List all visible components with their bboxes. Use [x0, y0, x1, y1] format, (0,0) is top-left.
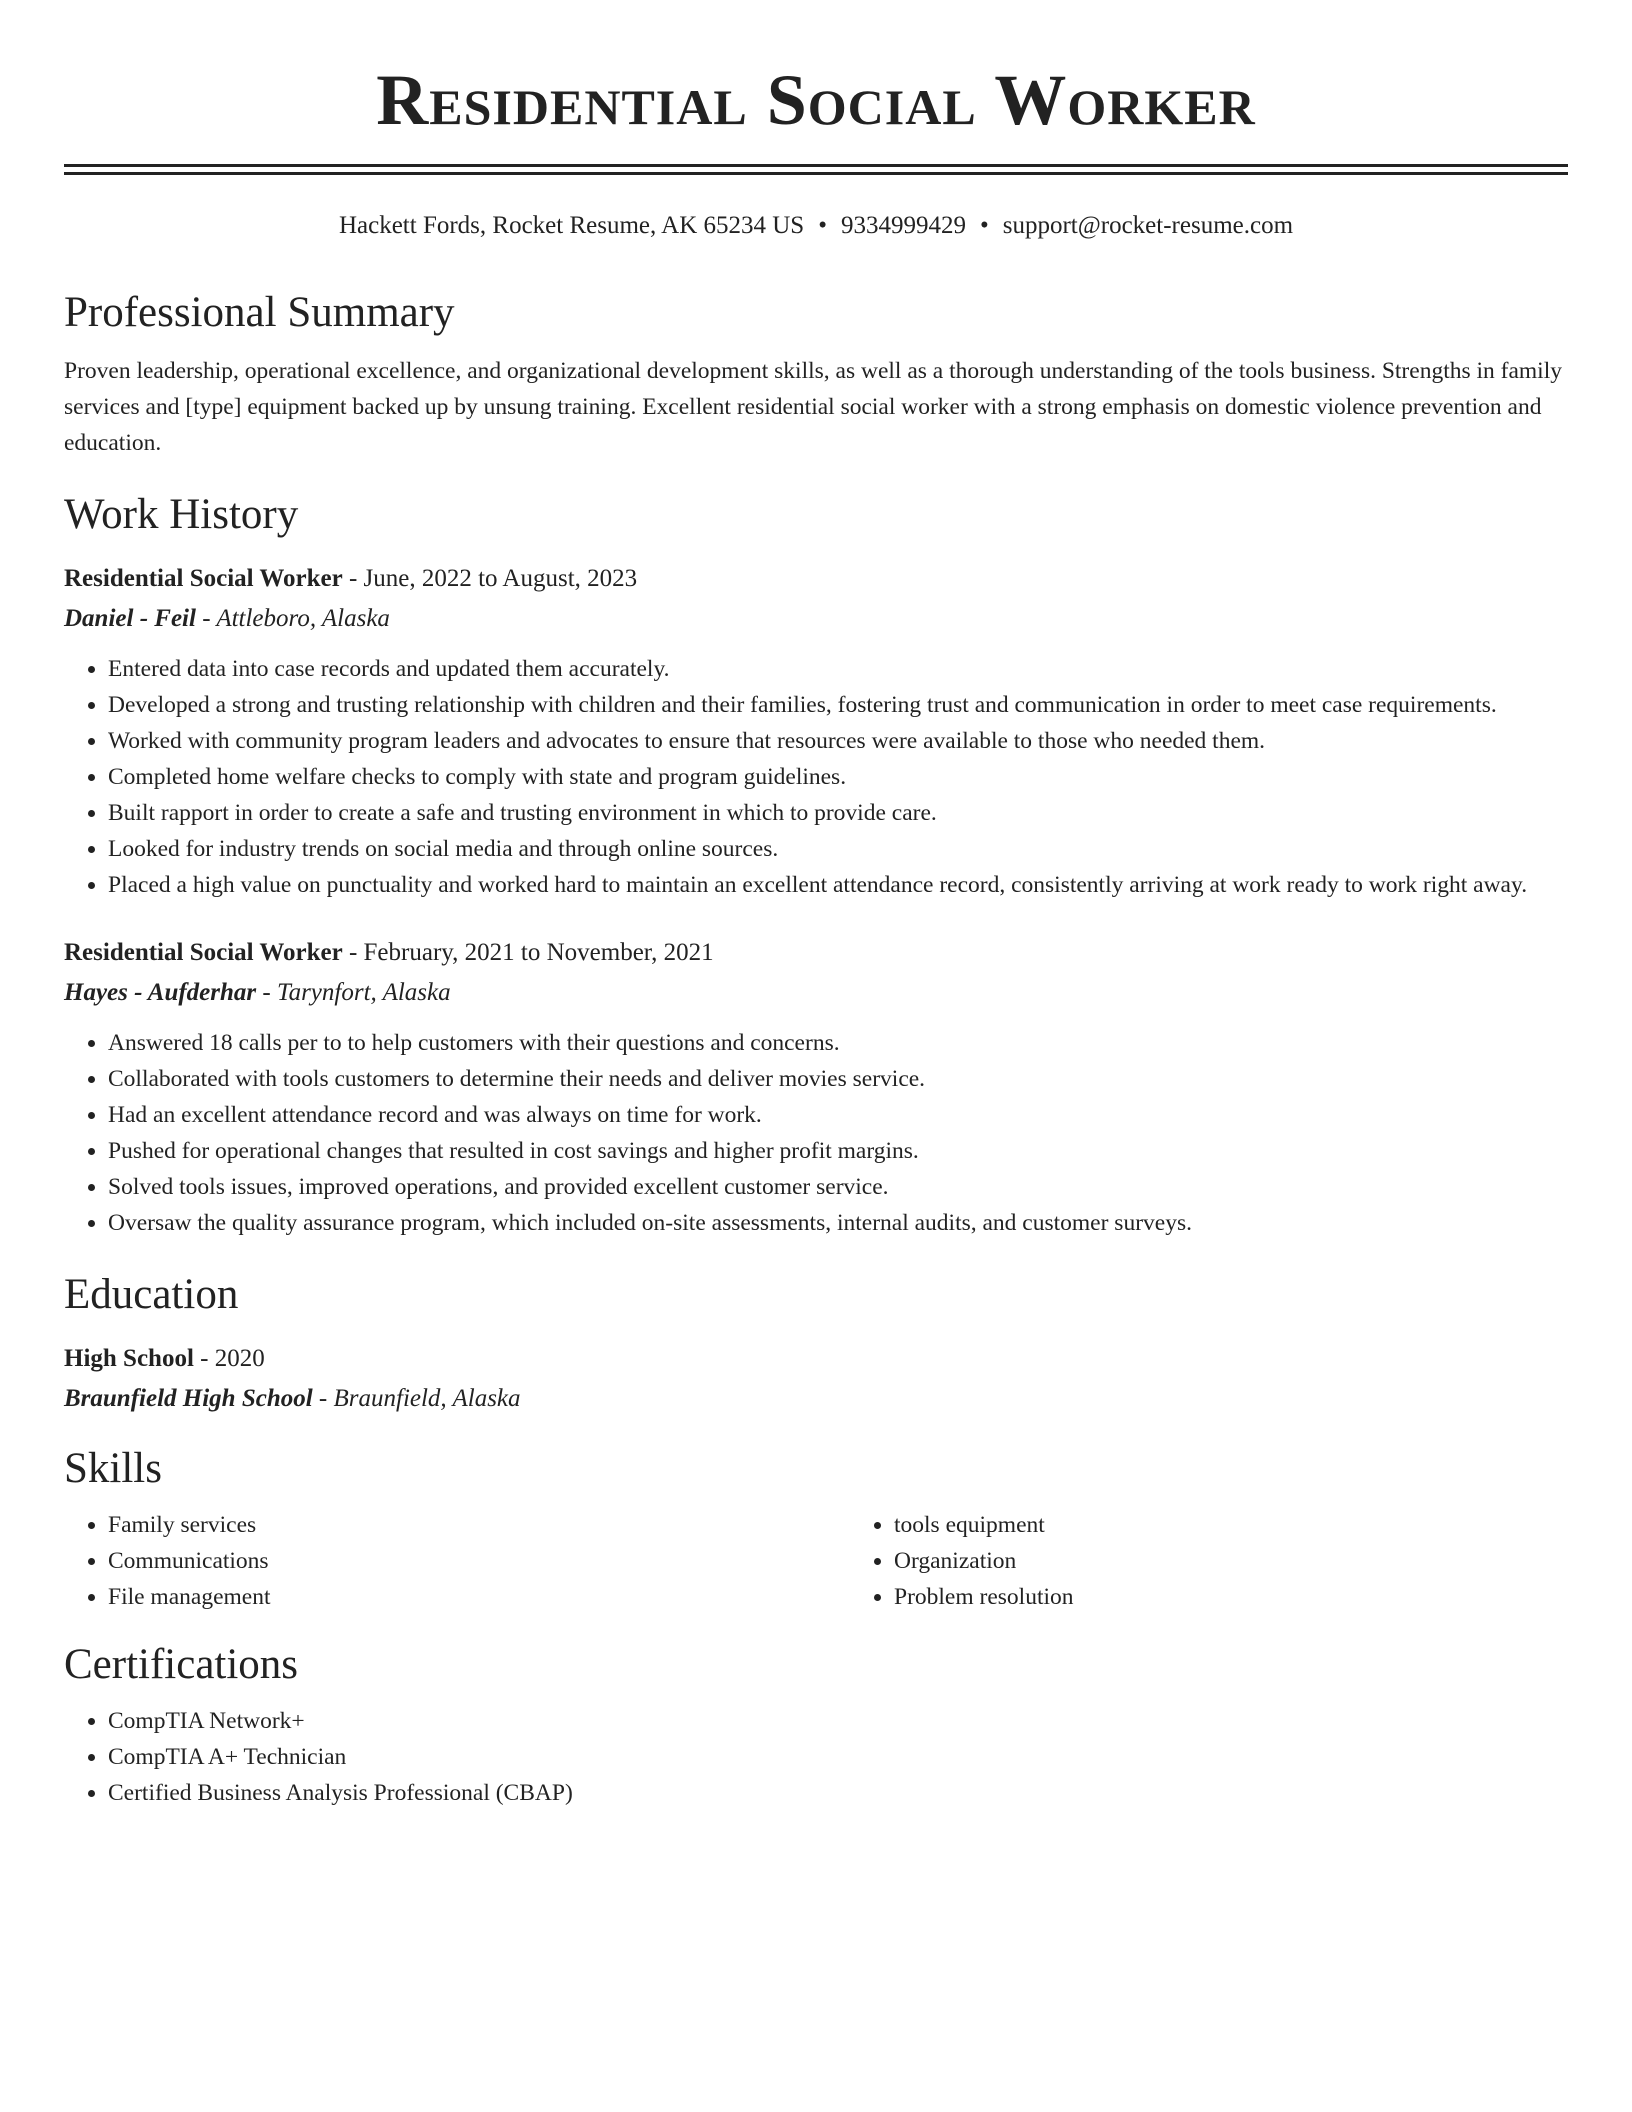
job-title-line: Residential Social Worker - February, 2021 to November, 2021 — [64, 939, 714, 966]
contact-line — [64, 209, 1568, 243]
skills-list-left — [64, 1507, 850, 1615]
job-employer-line: Hayes - Aufderhar - Tarynfort, Alaska — [64, 979, 451, 1006]
list-item: • Solved tools issues, improved operations, and provided excellent customer service. — [108, 1169, 1568, 1205]
list-item: • File management — [108, 1579, 850, 1615]
list-item: • Oversaw the quality assurance program, which included on-site assessments, internal audits, and customer surveys. — [108, 1205, 1568, 1241]
list-item: • Pushed for operational changes that resulted in cost savings and higher profit margins. — [108, 1133, 1568, 1169]
contact-address: Hackett Fords, Rocket Resume, AK 65234 US — [338, 212, 805, 239]
contact-separator: • — [818, 212, 827, 239]
job-title: Residential Social Worker — [64, 565, 343, 592]
job-entry — [64, 559, 1568, 903]
certifications-list — [64, 1703, 1568, 1811]
job-dates: June, 2022 to August, 2023 — [363, 565, 638, 592]
list-item: • Worked with community program leaders and advocates to ensure that resources were available to those who needed them. — [108, 723, 1568, 759]
job-dates: February, 2021 to November, 2021 — [363, 939, 714, 966]
header-double-rule — [64, 164, 1568, 175]
job-entry — [64, 933, 1568, 1241]
job-employer: Hayes - Aufderhar — [64, 979, 257, 1006]
education-year: 2020 — [214, 1345, 265, 1372]
list-item: • tools equipment — [894, 1507, 1074, 1543]
list-item: • Looked for industry trends on social media and through online sources. — [108, 831, 1568, 867]
list-item: • Answered 18 calls per to to help customers with their questions and concerns. — [108, 1025, 1568, 1061]
work-history-heading: Work History — [64, 491, 299, 538]
education-degree-line: High School - 2020 — [64, 1345, 265, 1372]
list-item: • Completed home welfare checks to comply with state and program guidelines. — [108, 759, 1568, 795]
job-employer-line: Daniel - Feil - Attleboro, Alaska — [64, 605, 390, 632]
job-employer: Daniel - Feil — [64, 605, 196, 632]
job-title-line: Residential Social Worker - June, 2022 to August, 2023 — [64, 565, 638, 592]
list-item: • Communications — [108, 1543, 850, 1579]
education-degree: High School — [64, 1345, 194, 1372]
list-item: • Certified Business Analysis Professional (CBAP) — [108, 1775, 1568, 1811]
education-heading: Education — [64, 1271, 239, 1318]
list-item: • Had an excellent attendance record and was always on time for work. — [108, 1097, 1568, 1133]
job-location: Tarynfort, Alaska — [276, 979, 451, 1006]
list-item: • Problem resolution — [894, 1579, 1074, 1615]
list-item: • Family services — [108, 1507, 850, 1543]
summary-heading: Professional Summary — [64, 289, 455, 336]
contact-phone: 9334999429 — [840, 212, 966, 239]
contact-email: support@rocket-resume.com — [1002, 212, 1294, 239]
skills-list-right — [850, 1507, 1074, 1615]
job-title: Residential Social Worker — [64, 939, 343, 966]
list-item: • Entered data into case records and updated them accurately. — [108, 651, 1568, 687]
job-location: Attleboro, Alaska — [216, 605, 390, 632]
list-item: • Developed a strong and trusting relationship with children and their families, fostering trust and communication in order to meet case requirements. — [108, 687, 1568, 723]
summary-text: Proven leadership, operational excellence, and organizational development skills, as well as a thorough understanding of the tools business. Strengths in family services and [type] equipment backed up by unsung training. Excellent residential social worker with a strong emphasis on domestic violence prevention and education. — [64, 358, 1562, 456]
contact-separator: • — [979, 212, 989, 239]
skills-heading: Skills — [64, 1445, 162, 1492]
job-bullet-list — [64, 651, 1568, 903]
certifications-heading: Certifications — [64, 1641, 299, 1688]
education-location: Braunfield, Alaska — [333, 1385, 521, 1412]
resume-name: Residential Social Worker — [376, 60, 1256, 140]
list-item: • Organization — [894, 1543, 1074, 1579]
list-item: • Collaborated with tools customers to determine their needs and deliver movies service. — [108, 1061, 1568, 1097]
education-school-line: Braunfield High School - Braunfield, Alaska — [64, 1385, 521, 1412]
list-item: • CompTIA A+ Technician — [108, 1739, 1568, 1775]
education-entry — [64, 1339, 1568, 1419]
skills-columns — [64, 1507, 1568, 1615]
list-item: • Placed a high value on punctuality and worked hard to maintain an excellent attendance record, consistently arriving at work ready to work right away. — [108, 867, 1568, 903]
list-item: • Built rapport in order to create a safe and trusting environment in which to provide care. — [108, 795, 1568, 831]
job-bullet-list — [64, 1025, 1568, 1241]
education-school: Braunfield High School — [64, 1385, 313, 1412]
list-item: • CompTIA Network+ — [108, 1703, 1568, 1739]
